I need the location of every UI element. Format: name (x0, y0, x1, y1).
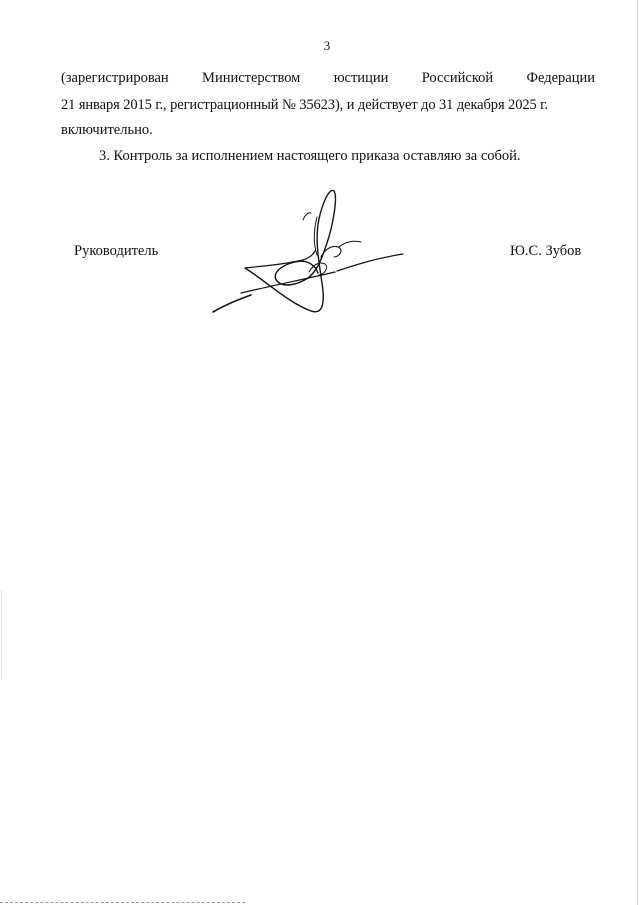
paragraph-2: 3. Контроль за исполнением настоящего приказа оставляю за собой. (99, 148, 521, 164)
word: Федерации (526, 70, 595, 86)
handwritten-signature (205, 185, 415, 320)
paragraph-1-line-1 (61, 69, 595, 87)
scan-edge-left (1, 590, 2, 680)
page-number: 3 (323, 38, 331, 53)
scan-bottom-rule (0, 901, 245, 903)
signature-position-label: Руководитель (74, 243, 159, 259)
word: (зарегистрирован (61, 70, 169, 86)
paragraph-1-line-3: включительно. (61, 122, 153, 138)
signer-name: Ю.С. Зубов (510, 243, 582, 259)
word: Министерством (202, 70, 301, 86)
word: Российской (421, 70, 494, 86)
paragraph-1-line-2: 21 января 2015 г., регистрационный № 35623), и действует до 31 декабря 2025 г. (61, 97, 548, 113)
word: юстиции (333, 70, 389, 86)
scan-edge-right (637, 0, 638, 905)
